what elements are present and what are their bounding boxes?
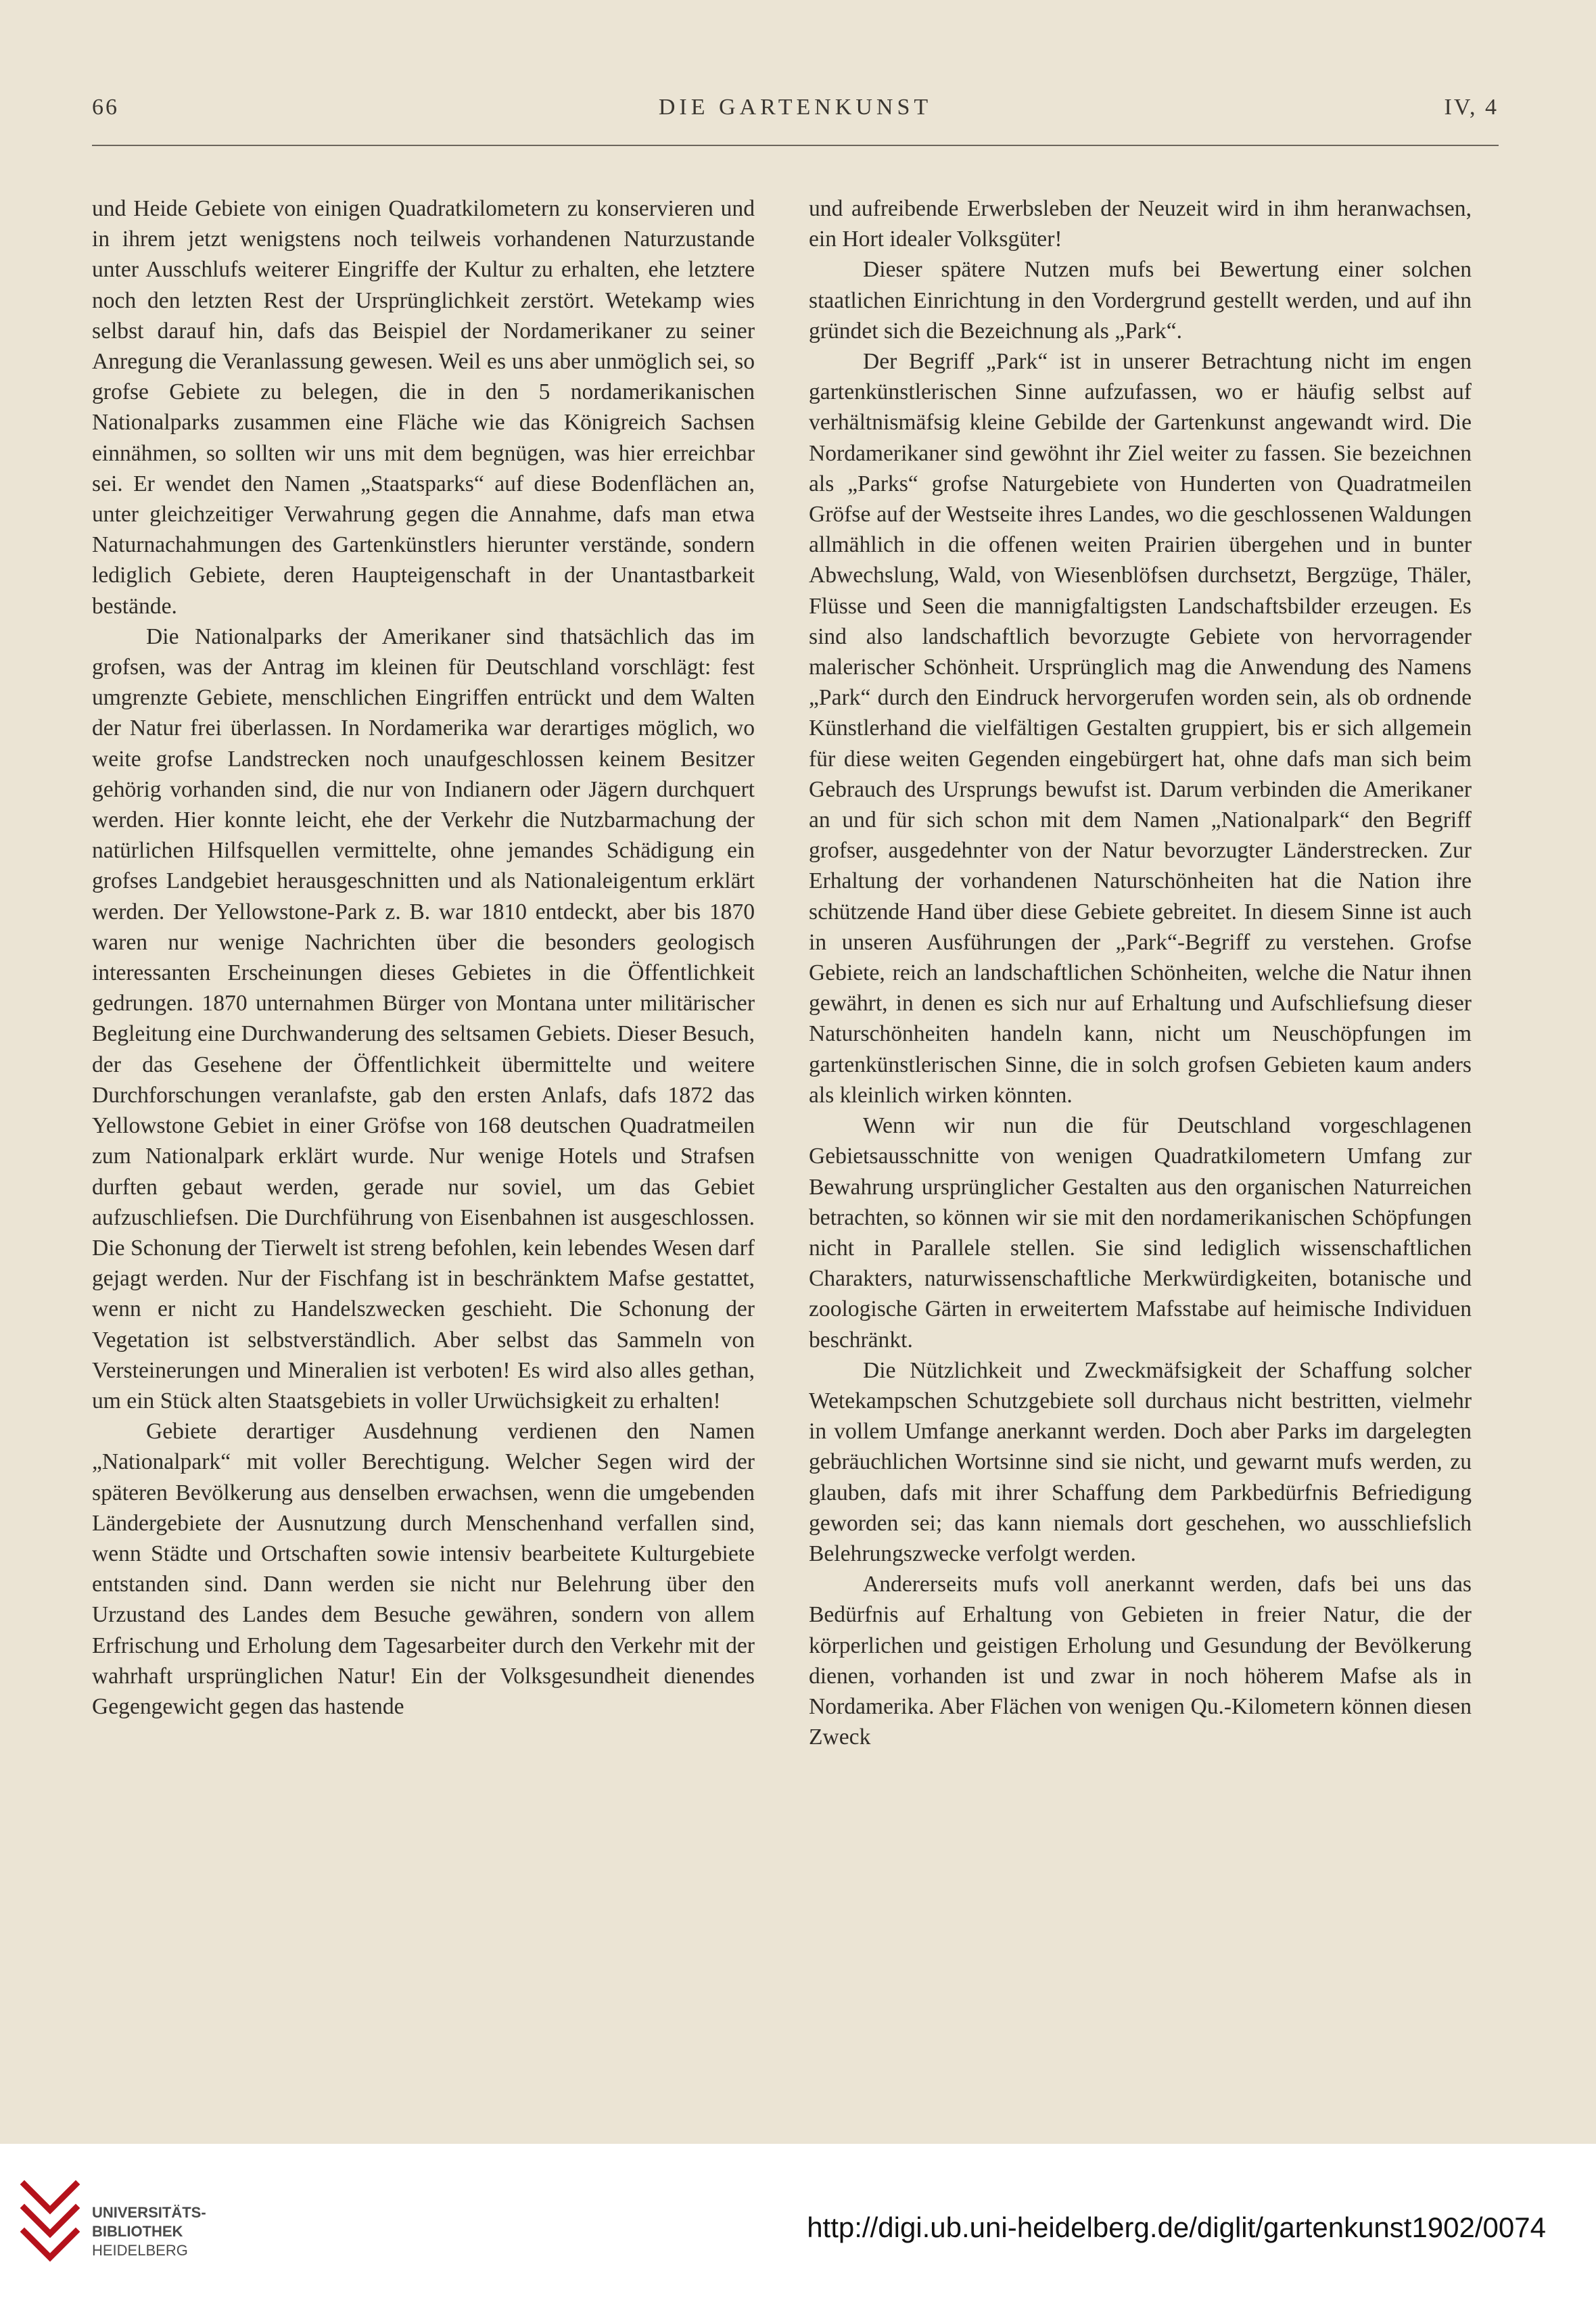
- journal-title: DIE GARTENKUNST: [658, 95, 933, 120]
- paragraph: Der Begriff „Park“ ist in unserer Betrachtung nicht im engen gartenkünstlerischen Sinne aufzufassen, wo er häufig selbst auf verhältnismäfsig kleine Gebilde der Gartenkunst angewandt wird. Die Nordamerikaner sind gewöhnt ihr Ziel weiter zu fassen. Sie bezeichnen als „Parks“ grofse Naturgebiete von Hunderten von Quadratmeilen Gröfse auf der Westseite ihres Landes, wo die geschlossenen Waldungen allmählich in die offenen weiten Prairien übergehen und in bunter Abwechslung, Wald, von Wiesenblöfsen durchsetzt, Bergzüge, Thäler, Flüsse und Seen die mannigfaltigsten Landschaftsbilder erzeugen. Es sind also landschaftlich bevorzugte Gebiete von hervorragender malerischer Schönheit. Ursprünglich mag die Anwendung des Namens „Park“ durch den Eindruck hervorgerufen worden sein, als ob ordnende Künstlerhand die vielfältigen Gestalten gruppiert, bis er sich allgemein für diese weiten Gegenden eingebürgert hat, ohne dafs man sich beim Gebrauch des Ursprungs bewufst ist. Darum verbinden die Amerikaner an und für sich schon mit dem Namen „Nationalpark“ den Begriff grofser, ausgedehnter von der Natur bevorzugter Länderstrecken. Zur Erhaltung der vorhandenen Naturschönheiten hat die Nation ihre schützende Hand über diese Gebiete gebreitet. In diesem Sinne ist auch in unseren Ausführungen der „Park“-Begriff zu verstehen. Grofse Gebiete, reich an landschaftlichen Schönheiten, welche die Natur ihnen gewährt, in denen es sich nur auf Erhaltung und Aufschliefsung dieser Naturschönheiten handeln kann, nicht um Neuschöpfungen im gartenkünstlerischen Sinne, die in solch grofsen Gebieten kaum anders als kleinlich wirken könnten.: [809, 349, 1472, 1108]
- issue-number: IV, 4: [1444, 95, 1499, 120]
- right-text-column: [809, 193, 1472, 1752]
- left-text-column: [92, 193, 755, 1722]
- paragraph: Gebiete derartiger Ausdehnung verdienen den Namen „Nationalpark“ mit voller Berechtigung. Welcher Segen wird der späteren Bevölkerung aus denselben erwachsen, wenn die umgebenden Ländergebiete der Ausnutzung durch Menschenhand verfallen sind, wenn Städte und Ortschaften sowie intensiv bearbeitete Kulturgebiete entstanden sind. Dann werden sie nicht nur Belehrung über den Urzustand des Landes dem Besuche gewähren, sondern von allem Erfrischung und Erholung dem Tagesarbeiter durch den Verkehr mit der wahrhaft ursprünglichen Natur! Ein der Volksgesundheit dienendes Gegengewicht gegen das hastende: [92, 1419, 755, 1719]
- header-rule: [92, 145, 1499, 146]
- paragraph: Die Nationalparks der Amerikaner sind thatsächlich das im grofsen, was der Antrag im kleinen für Deutschland vorschlägt: fest umgrenzte Gebiete, menschlichen Eingriffen entrückt und dem Walten der Natur frei überlassen. In Nordamerika war derartiges möglich, wo weite grofse Landstrecken noch unaufgeschlossen keinem Besitzer gehörig vorhanden sind, die nur von Indianern oder Jägern durchquert werden. Hier konnte leicht, ehe der Verkehr die Nutzbarmachung der natürlichen Hilfsquellen vermittelte, ohne jemandes Schädigung ein grofses Landgebiet herausgeschnitten und als Nationaleigentum erklärt werden. Der Yellowstone-Park z. B. war 1810 entdeckt, aber bis 1870 waren nur wenige Nachrichten über die besonders geologisch interessanten Erscheinungen dieses Gebietes in die Öffentlichkeit gedrungen. 1870 unternahmen Bürger von Montana unter militärischer Begleitung eine Durchwanderung des seltsamen Gebiets. Dieser Besuch, der das Gesehene der Öffentlichkeit übermittelte und weitere Durchforschungen veranlafste, gab den ersten Anlafs, dafs 1872 das Yellowstone Gebiet in einer Gröfse von 168 deutschen Quadratmeilen zum Nationalpark erklärt wurde. Nur wenige Hotels und Strafsen durften gebaut werden, gerade nur soviel, um das Gebiet aufzuschliefsen. Die Durchführung von Eisenbahnen ist ausgeschlossen. Die Schonung der Tierwelt ist streng befohlen, kein lebendes Wesen darf gejagt werden. Nur der Fischfang ist in beschränktem Mafse gestattet, wenn er nicht zu Handelszwecken geschieht. Die Schonung der Vegetation ist selbstverständlich. Aber selbst das Sammeln von Versteinerungen und Mineralien ist verboten! Es wird also alles gethan, um ein Stück alten Staatsgebiets in voller Urwüchsigkeit zu erhalten!: [92, 624, 755, 1413]
- library-name: [92, 2203, 206, 2260]
- university-library-logo-icon: [18, 2171, 83, 2272]
- paragraph: und Heide Gebiete von einigen Quadratkilometern zu konservieren und in ihrem jetzt wenigstens noch teilweis vorhandenen Naturzustande unter Ausschlufs weiterer Eingriffe der Kultur zu erhalten, ehe letztere noch den letzten Rest der Ursprünglichkeit zerstört. Wetekamp wies selbst darauf hin, dafs das Beispiel der Nordamerikaner zu seiner Anregung die Veranlassung gewesen. Weil es uns aber unmöglich sei, so grofse Gebiete zu belegen, die in den 5 nordamerikanischen Nationalparks zusammen eine Fläche wie das Königreich Sachsen einnähmen, so sollten wir uns mit dem begnügen, was hier erreichbar sei. Er wendet den Namen „Staatsparks“ auf diese Bodenflächen an, unter gleichzeitiger Verwahrung gegen die Annahme, dafs man etwa Naturnachahmungen des Gartenkünstlers hierunter verstände, sondern lediglich Gebiete, deren Haupteigenschaft in der Unantastbarkeit bestände.: [92, 196, 755, 619]
- paragraph: Andererseits mufs voll anerkannt werden, dafs bei uns das Bedürfnis auf Erhaltung von Gebieten in freier Natur, die der körperlichen und geistigen Erholung und Gesundung der Bevölkerung dienen, vorhanden ist und zwar in noch höherem Mafse als in Nordamerika. Aber Flächen von wenigen Qu.-Kilometern können diesen Zweck: [809, 1572, 1472, 1750]
- paragraph: Dieser spätere Nutzen mufs bei Bewertung einer solchen staatlichen Einrichtung in den Vordergrund gestellt werden, und auf ihn gründet sich die Bezeichnung als „Park“.: [809, 257, 1472, 344]
- library-footer: [0, 2144, 1596, 2298]
- running-head: [92, 95, 1499, 133]
- library-name-line: BIBLIOTHEK: [92, 2223, 183, 2240]
- paragraph: Wenn wir nun die für Deutschland vorgeschlagenen Gebietsausschnitte von wenigen Quadratkilometern Umfang zur Bewahrung ursprünglicher Gestalten aus den organischen Naturreichen betrachten, so können wir sie mit den nordamerikanischen Schöpfungen nicht in Parallele stellen. Sie sind lediglich wissenschaftlichen Charakters, naturwissenschaftliche Merkwürdigkeiten, botanische und zoologische Gärten in erweitertem Mafsstabe auf heimische Individuen beschränkt.: [809, 1113, 1472, 1353]
- page-number: 66: [92, 95, 119, 120]
- digital-copy-link[interactable]: http://digi.ub.uni-heidelberg.de/diglit/gartenkunst1902/0074: [807, 2211, 1546, 2243]
- library-name-line: UNIVERSITÄTS-: [92, 2204, 206, 2221]
- library-city: HEIDELBERG: [92, 2242, 188, 2259]
- paragraph: und aufreibende Erwerbsleben der Neuzeit wird in ihm heranwachsen, ein Hort idealer Volksgüter!: [809, 196, 1472, 252]
- paragraph: Die Nützlichkeit und Zweckmäfsigkeit der Schaffung solcher Wetekampschen Schutzgebiete soll durchaus nicht bestritten, vielmehr in vollem Umfange anerkannt werden. Doch aber Parks im dargelegten gebräuchlichen Wortsinne sind sie nicht, und gewarnt mufs werden, zu glauben, dafs mit ihrer Schaffung dem Parkbedürfnis Befriedigung geworden sei; das kann niemals dort geschehen, wo ausschliefslich Belehrungszwecke verfolgt werden.: [809, 1357, 1472, 1566]
